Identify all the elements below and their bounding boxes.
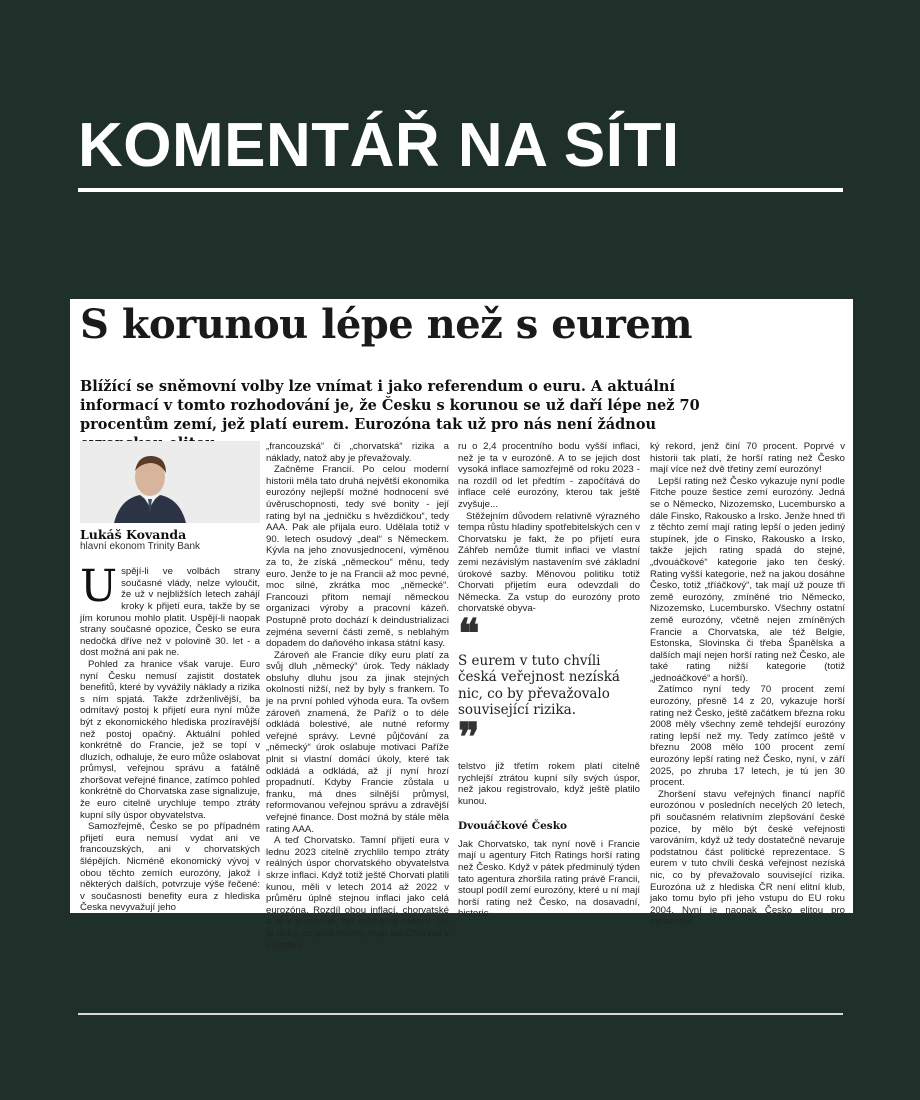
drop-cap: U (80, 561, 118, 613)
author-role: hlavní ekonom Trinity Bank (80, 540, 201, 552)
column-2 (266, 441, 449, 951)
banner-underline (78, 188, 843, 192)
paragraph: Uspějí-li ve volbách strany současné vlády, nelze vyloučit, že už v nejbližších letech zahájí kroky k přijetí eura, takže by se jím korunou mohlo platit. Uspějí-li naopak strany současné opozice, Česko se eura nedočká dříve než v polovině 30. let - a dost možná ani pak ne. (80, 561, 260, 659)
author-name: Lukáš Kovanda (80, 527, 187, 542)
paragraph: Stěžejním důvodem relativně výrazného tempa růstu hladiny spotřebitelských cen v Chorvatsku je fakt, že po přijetí eura Záhřeb nemůže tlumit inflaci ve vlastní zemi nezávislým nastavením své základní úrokové sazby. Měnovou politiku totiž Chorvati přijetím eura odevzdali do Německa. Za vstup do eurozóny proto chorvatské obyva- (458, 510, 640, 615)
paragraph: Pohled za hranice však varuje. Euro nyní Česku nemusí zajistit dostatek benefitů, které by vyvážily náklady a rizika s ním spjatá. Takže zdrženlivější, ba odmítavý postoj k přijetí eura nyní může být z ekonomického hlediska prozíravější než postoj opačný. Aktuální pohled konkrétně do Francie, jež se topí v dluzích, odhaluje, že euro může oslabovat průmysl, veřejnou správu a fatálně zhoršovat veřejné finance, zatímco pohled konkrétně do Chorvatska zase signalizuje, že euro citelně urychluje tempo ztráty kupní síly úspor obyvatelstva. (80, 658, 260, 821)
paragraph: Samozřejmě, Česko se po případném přijetí eura nemusí vydat ani ve francouzských, ani v chorvatských šlépějích. Nicméně ekonomický vývoj v obou těchto zemích eurozóny, jakož i některých dalších, potvrzuje výše řečené: v současnosti benefity eura z hlediska Česka nevyvažují jeho (80, 821, 260, 914)
paragraph: „francouzská“ či „chorvatská“ rizika a náklady, natož aby je převažovaly. (266, 441, 449, 464)
section-subhead: Dvouáčkové Česko (458, 820, 567, 833)
article-lead: Blížící se sněmovní volby lze vnímat i jako referendum o euru. A aktuální informací v tomto rozhodování je, že Česku s korunou se už daří lépe než 70 procentům zemí, jež platí eurem. Eurozóna tak už pro nás není žádnou (80, 378, 700, 433)
banner-title: KOMENTÁŘ NA SÍTI (78, 111, 680, 180)
bottom-divider (78, 1013, 843, 1015)
newspaper-clipping (70, 299, 853, 951)
paragraph: Začněme Francií. Po celou moderní historii měla tato druhá největší ekonomika eurozóny nejlepší možné hodnocení své úvěruschopnosti, tedy své bonity - její rating byl na „jedničku s hvězdičkou“, tedy AAA. Pak ale přijala euro. Udělala totiž v 90. letech osudový „deal“ s Německem. Kývla na jeho znovusjednocení, výměnou za to, že získá „německou“ měnu, tedy euro. Jenže to je na Francii až moc pevné, moc silné, zkrátka moc „německé“. Francouzi přitom nemají německou organizaci výroby a pracovní kázeň. Postupně proto dochází k deindustrializaci zejména severní části země, s neblahým dopadem do daňového inkasa státní kasy. (266, 464, 449, 650)
paragraph: ký rekord, jenž činí 70 procent. Poprvé v historii tak platí, že horší rating než Česko mají více než dvě třetiny zemí eurozóny! (650, 441, 845, 476)
quote-open-icon: ❝ (458, 609, 480, 657)
paragraph: A teď Chorvatsko. Tamní přijetí eura v lednu 2023 citelně zrychlilo tempo ztráty reálných úspor chorvatského obyvatelstva skrze inflaci. Když totiž ještě Chorvati platili kunou, měli v letech 2014 až 2022 v průměru úplně stejnou inflaci jako celá eurozóna. Rozdíl obou inflací, chorvatské a té v eurozóně, byl průměrně nulový. Od té doby, co platí eurem, mají ale Chorvati v průměru (266, 835, 449, 951)
author-portrait-image (80, 441, 260, 523)
pull-quote (458, 609, 640, 761)
paragraph: Jak Chorvatsko, tak nyní nově i Francie mají u agentury Fitch Ratings horší rating než Česko. Když v pátek předminulý týden tato agentura zhoršila rating právě Francii, stoupl podíl zemí eurozóny, které u ní mají horší rating než Česko, na dosavadní, historic- (458, 838, 640, 920)
paragraph: Zatímco nyní tedy 70 procent zemí eurozóny, přesně 14 z 20, vykazuje horší rating než Česko, ještě začátkem března roku 2008 měly všechny země tehdejší eurozóny rating lepší než my. Tedy zatímco ještě v březnu 2008 mělo 100 procent zemí eurozóny lepší rating než Česko, nyní, v září 2025, po zhruba 17 letech, je tú jen 30 procent. (650, 684, 845, 789)
paragraph: Zhoršení stavu veřejných financí napříč eurozónou v posledních necelých 20 letech, při současném relativním zlepšování české pozice, by mělo být české veřejnosti varováním, když už tedy dostatečně nevaruje podstatnou část politické reprezentace. S eurem v tuto chvíli česká veřejnost nezíská nic, co by převažovalo související rizika. Eurozóna už z hlediska ČR není elitní klub, jako tomu bylo při jeho vstupu do EU roku 2004. Nyní je naopak Česko elitou pro eurozónu! (650, 788, 845, 928)
paragraph: Lepší rating než Česko vykazuje nyní podle Fitche pouze šestice zemí eurozóny. Jedná se o Německo, Nizozemsko, Lucembursko a dále Finsko, Rakousko a Irsko. Jenže hned tři z těchto zemí mají rating lepší o jeden jediný stupínek, jde o Finsko, Rakousko a Irsko, takže jejich rating spadá do stejné, „dvouáčkové“ kategorie jako ten český. Rating vyšší kategorie, než na jakou dosáhne Česko, totiž „tříáčkový“, tak mají už pouze tři země eurozóny, zmíněné trio Německo, Nizozemsko, Lucembursko. Všechny ostatní země eurozóny, včetně nejen zmíněných Francie a Chorvatska, ale též Belgie, Estonska, Slovinska či třeba Španělska a dalších mají nejen horší rating než Česko, ale také rating nižší kategorie (totiž „jednoáčkové“ a horší). (650, 475, 845, 684)
column-4 (650, 441, 845, 928)
paragraph: Zároveň ale Francie díky euru platí za svůj dluh „německý“ úrok. Tedy náklady obsluhy dluhu jsou za jinak stejných okolností nižší, než by byly s frankem. To je na první pohled výhoda eura. Ta ovšem zároveň znamená, že Paříž o to déle odkládá bolestivé, ale nutné reformy veřejné správy. Levné půjčování za „německý“ úrok oslabuje motivaci Paříže plnit si vlastní domácí úkoly, které tak odkládá a odkládá, až jí nyní hrozí propadnutí. Kdyby Francie zůstala u franku, má dnes silnější průmysl, reformovanou veřejnou správu a zdravější veřejné finance. Dost možná by stále měla rating AAA. (266, 649, 449, 835)
pull-quote-text: S eurem v tuto chvíli česká veřejnost nezíská nic, co by převažovalo související rizika. (458, 652, 620, 719)
column-1 (80, 441, 260, 914)
paragraph: telstvo již třetím rokem platí citelně rychlejší ztrátou kupní síly svých úspor, než jakou registrovalo, když ještě platilo kunou. (458, 760, 640, 807)
quote-close-icon: ❞ (458, 713, 480, 761)
column-3 (458, 441, 640, 920)
paragraph: ru o 2,4 procentního bodu vyšší inflaci, než je ta v eurozóně. A to se jejich dost vysoká inflace samozřejmě od roku 2023 - na rozdíl od let předtím - započítává do inflace celé eurozóny, kterou tak ještě zvyšuje... (458, 441, 640, 510)
article-headline: S korunou lépe než s eurem (80, 301, 693, 348)
author-photo (80, 441, 260, 523)
